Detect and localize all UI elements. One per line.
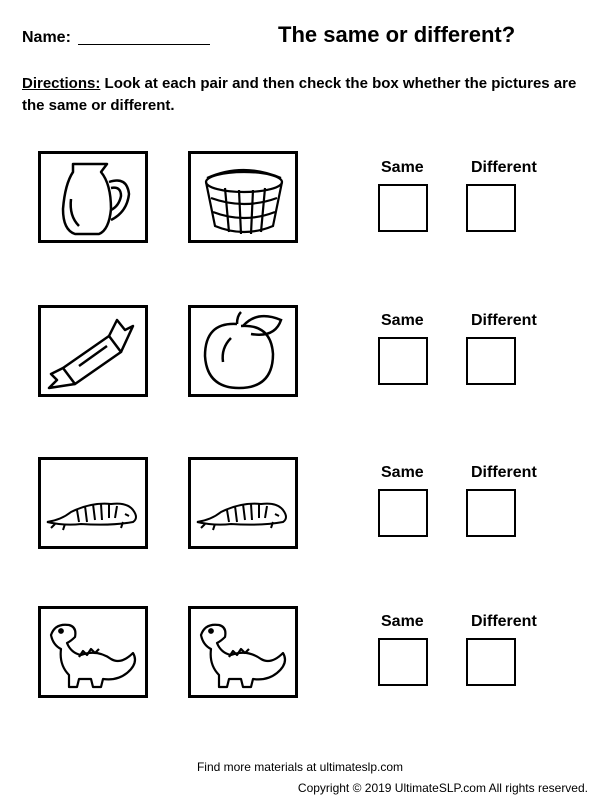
peach-icon xyxy=(191,308,295,394)
picture-box xyxy=(188,305,298,397)
footer-more: Find more materials at ultimateslp.com xyxy=(196,760,404,774)
name-label: Name: xyxy=(22,29,71,46)
picture-box xyxy=(38,606,148,698)
different-checkbox[interactable] xyxy=(466,638,516,686)
different-label: Different xyxy=(471,159,537,176)
different-checkbox[interactable] xyxy=(466,184,516,232)
candy-icon xyxy=(41,308,145,394)
picture-box xyxy=(38,457,148,549)
different-label: Different xyxy=(471,312,537,329)
different-label: Different xyxy=(471,613,537,630)
different-checkbox[interactable] xyxy=(466,489,516,537)
dinosaur-icon xyxy=(191,609,295,695)
picture-box xyxy=(188,457,298,549)
name-field[interactable] xyxy=(78,44,210,45)
picture-box xyxy=(38,305,148,397)
different-checkbox[interactable] xyxy=(466,337,516,385)
picture-box xyxy=(38,151,148,243)
page-title: The same or different? xyxy=(278,22,516,47)
tiger-icon xyxy=(41,460,145,546)
picture-box xyxy=(188,151,298,243)
same-label: Same xyxy=(381,464,424,481)
different-label: Different xyxy=(471,464,537,481)
pitcher-icon xyxy=(41,154,145,240)
same-checkbox[interactable] xyxy=(378,337,428,385)
same-label: Same xyxy=(381,312,424,329)
dinosaur-icon xyxy=(41,609,145,695)
same-checkbox[interactable] xyxy=(378,489,428,537)
directions-lead: Directions: xyxy=(22,75,101,92)
same-label: Same xyxy=(381,159,424,176)
directions xyxy=(22,73,578,117)
tiger-icon xyxy=(191,460,295,546)
same-label: Same xyxy=(381,613,424,630)
directions-text: Look at each pair and then check the box whether the pictures are the same or different. xyxy=(22,75,577,114)
same-checkbox[interactable] xyxy=(378,638,428,686)
basket-icon xyxy=(191,154,295,240)
same-checkbox[interactable] xyxy=(378,184,428,232)
picture-box xyxy=(188,606,298,698)
footer-copyright: Copyright © 2019 UltimateSLP.com All rights reserved. xyxy=(297,781,588,795)
